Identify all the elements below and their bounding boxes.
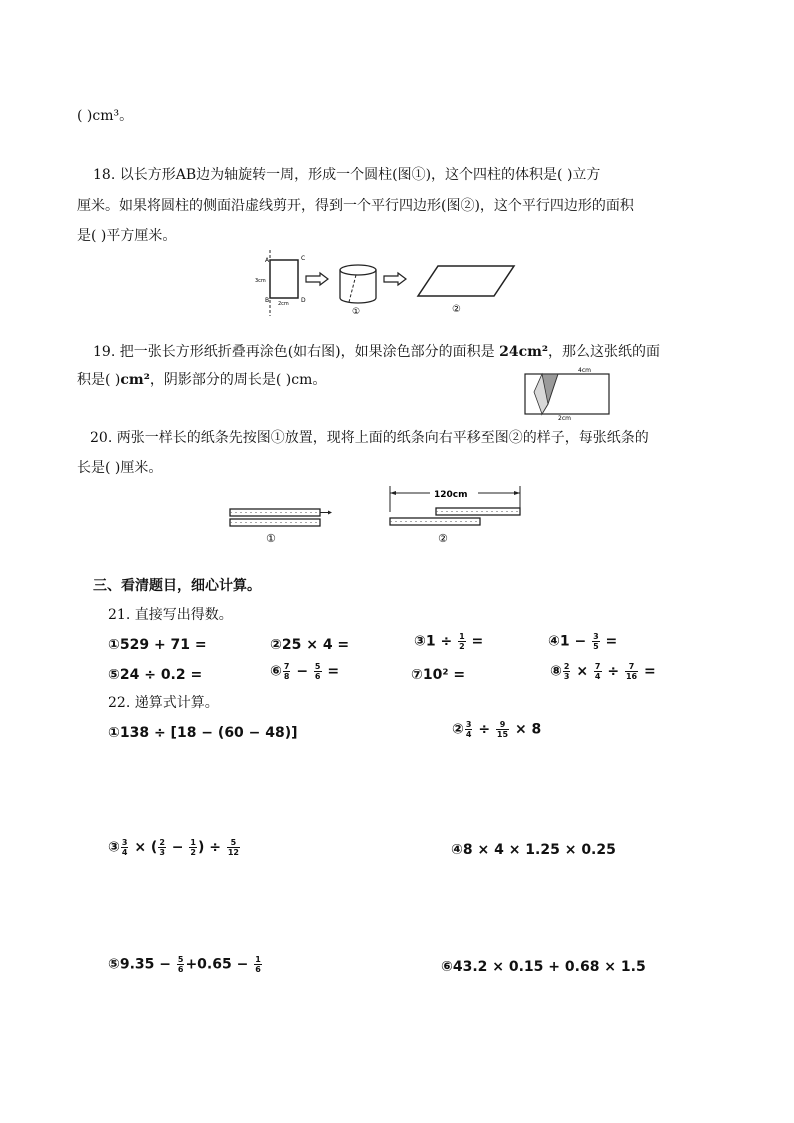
- fraction: $\frac{2}{3}$: [159, 838, 165, 857]
- q21-item-8-op2: ÷: [607, 663, 620, 680]
- q21-item-8-post: =: [644, 663, 656, 680]
- q20-line1: 20. 两张一样长的纸条先按图①放置，现将上面的纸条向右平移至图②的样子，每张纸条的: [90, 430, 649, 446]
- q22-title: 22. 递算式计算。: [108, 695, 219, 711]
- q22-problem-2: [452, 720, 541, 739]
- q21-item-6-post: =: [327, 663, 340, 680]
- q21-item-3-pre: ③1 ÷: [414, 633, 453, 650]
- fraction: $\frac{7}{16}$: [625, 662, 638, 681]
- q22-problem-5: [108, 955, 263, 974]
- q21-item-5: ⑤24 ÷ 0.2 =: [108, 667, 203, 683]
- q19-area-value: 24cm²: [499, 344, 549, 360]
- fraction: $\frac{3}{5}$: [593, 632, 599, 651]
- q20-figure: [224, 482, 534, 550]
- fraction: $\frac{3}{4}$: [465, 720, 472, 739]
- q19-line2-end: ，阴影部分的周长是( )cm。: [149, 372, 327, 388]
- q22-p5-mid: +0.65 −: [185, 956, 249, 973]
- q19-line1: [93, 342, 660, 362]
- label-d: D: [301, 297, 306, 304]
- q18-line2: 厘米。如果将圆柱的侧面沿虚线剪开，得到一个平行四边形(图②)，这个平行四边形的面积: [77, 198, 634, 214]
- q19-line1-text: 19. 把一张长方形纸折叠再涂色(如右图)，如果涂色部分的面积是: [93, 344, 500, 360]
- q21-item-6-pre: ⑥: [270, 663, 282, 680]
- section-3-title: 三、看清题目，细心计算。: [93, 578, 261, 594]
- fig-circle-1: ①: [266, 532, 276, 545]
- label-a: A: [265, 257, 270, 264]
- q22-problem-4: ④8 × 4 × 1.25 × 0.25: [451, 842, 616, 858]
- q21-item-2: ②25 × 4 =: [270, 637, 350, 653]
- q22-p2-pre: ②: [452, 721, 464, 738]
- label-c: C: [301, 255, 306, 262]
- fig-circle-2: ②: [452, 304, 461, 315]
- q19-line2-text: 积是( ): [77, 372, 121, 388]
- fraction: $\frac{7}{4}$: [594, 662, 601, 681]
- cut-line: [349, 275, 356, 302]
- q21-item-3-post: =: [471, 633, 484, 650]
- q22-p3-op2: −: [171, 839, 184, 856]
- length-label: 120cm: [434, 490, 468, 500]
- cylinder-top: [340, 265, 376, 275]
- fraction: $\frac{9}{15}$: [496, 720, 509, 739]
- q22-problem-1: ①138 ÷ [18 − (60 − 48)]: [108, 725, 298, 741]
- cylinder-bottom: [340, 298, 376, 303]
- q22-p5-pre: ⑤9.35 −: [108, 956, 171, 973]
- arrow-right-icon: [384, 273, 406, 285]
- fraction: $\frac{5}{12}$: [227, 838, 239, 857]
- q22-p3-op1: × (: [134, 839, 158, 856]
- fraction: $\frac{7}{8}$: [283, 662, 290, 681]
- q21-item-4-post: =: [605, 633, 618, 650]
- q19-line1-end: ，那么这张纸的面: [548, 344, 661, 360]
- q19-line2: [77, 370, 326, 390]
- parallelogram-shape: [418, 266, 514, 296]
- fig-circle-1: ①: [352, 307, 361, 317]
- q21-item-4-pre: ④1 −: [548, 633, 587, 650]
- q22-problem-6: ⑥43.2 × 0.15 + 0.68 × 1.5: [441, 959, 646, 975]
- q18-line3: 是( )平方厘米。: [77, 228, 177, 244]
- side-label: 3cm: [255, 278, 266, 284]
- q22-problem-3: [108, 838, 241, 857]
- q21-item-3: [414, 632, 483, 651]
- q21-item-6: [270, 662, 339, 681]
- q21-item-1: ①529 + 71 =: [108, 637, 207, 653]
- q21-item-6-op: −: [296, 663, 309, 680]
- q20-line2: 长是( )厘米。: [77, 460, 163, 476]
- fraction: $\frac{5}{6}$: [314, 662, 321, 681]
- bottom-label: 2cm: [278, 301, 289, 307]
- fraction: $\frac{5}{6}$: [177, 955, 184, 974]
- fraction: $\frac{2}{3}$: [563, 662, 570, 681]
- q21-item-8-pre: ⑧: [550, 663, 562, 680]
- top-label: 4cm: [578, 367, 591, 374]
- q18-figure: [252, 248, 522, 320]
- q21-item-8: [550, 662, 656, 681]
- q21-item-8-op1: ×: [576, 663, 589, 680]
- q21-item-7: ⑦10² =: [411, 667, 466, 683]
- answer-blank-line: ( )cm³。: [77, 108, 134, 124]
- bottom-label: 2cm: [558, 415, 571, 420]
- fraction: $\frac{1}{2}$: [190, 838, 196, 857]
- q21-title: 21. 直接写出得数。: [108, 607, 233, 623]
- q22-p3-pre: ③: [108, 839, 120, 856]
- q22-p3-op3: ) ÷: [197, 839, 221, 856]
- q21-item-4: [548, 632, 617, 651]
- q19-figure: [520, 362, 616, 420]
- q22-p2-op: ÷: [478, 721, 491, 738]
- q19-unit: cm²: [120, 372, 150, 388]
- q18-line1: 18. 以长方形AB边为轴旋转一周，形成一个圆柱(图①)，这个四柱的体积是( )立方: [93, 167, 601, 183]
- fraction: $\frac{1}{2}$: [459, 632, 465, 651]
- arrow-right-icon: [306, 273, 328, 285]
- fig-circle-2: ②: [438, 532, 448, 545]
- rectangle-shape: [270, 260, 298, 298]
- label-b: B: [265, 297, 270, 304]
- fraction: $\frac{3}{4}$: [121, 838, 128, 857]
- fraction: $\frac{1}{6}$: [255, 955, 261, 974]
- q22-p2-post: × 8: [514, 721, 542, 738]
